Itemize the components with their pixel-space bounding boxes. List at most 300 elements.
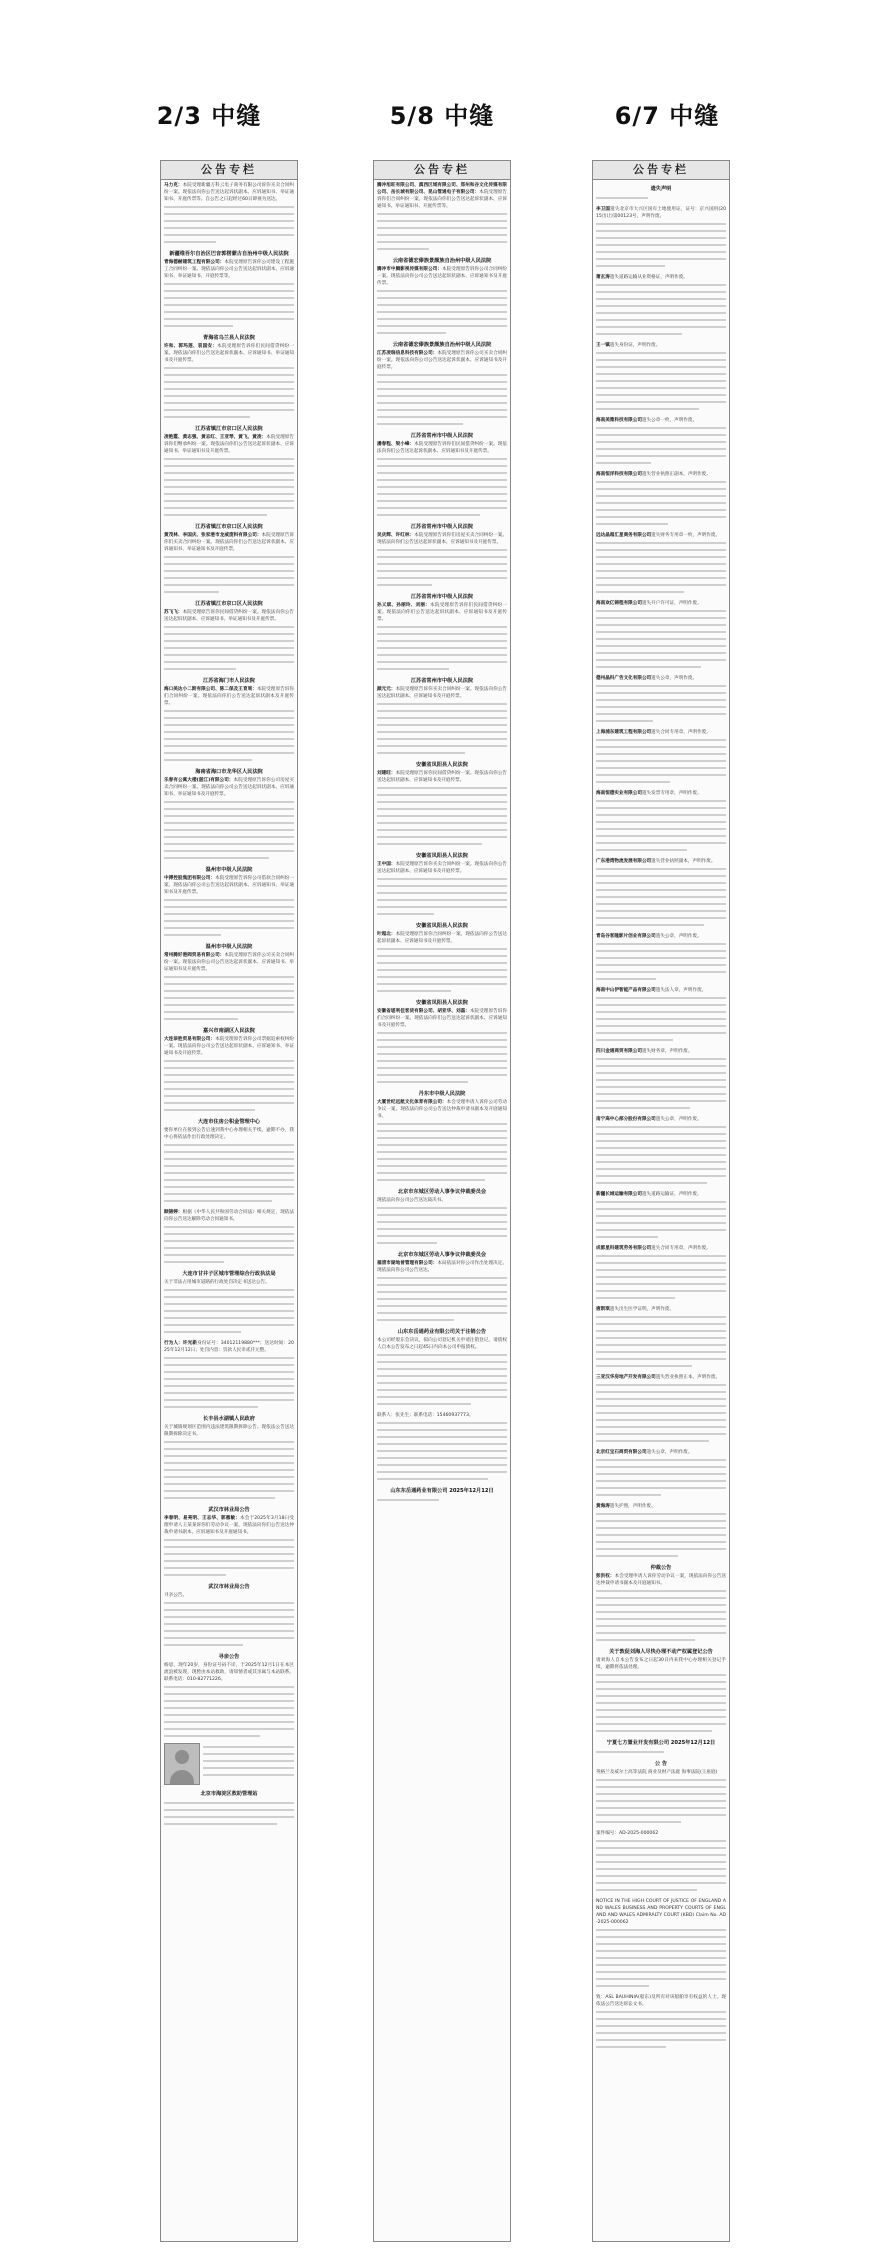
notice-title: 公 告 (654, 1761, 668, 1767)
notice-title: 江苏省常州市中级人民法院 (410, 678, 474, 684)
text-line-placeholder (164, 1361, 294, 1368)
notice-item (164, 250, 294, 329)
notice-item (377, 922, 507, 994)
text-line-placeholder (596, 1587, 726, 1594)
text-line-placeholder (596, 614, 726, 621)
text-line-placeholder (596, 1151, 726, 1158)
text-line-placeholder (164, 1354, 294, 1361)
notice-title: 安徽省凤阳县人民法院 (416, 1000, 468, 1006)
text-line-placeholder (596, 1036, 673, 1043)
text-line-placeholder (377, 490, 507, 497)
text-line-placeholder (164, 1445, 294, 1452)
text-line-placeholder (164, 553, 294, 560)
text-line-placeholder (164, 1307, 294, 1314)
text-line-placeholder (377, 1475, 488, 1482)
text-line-placeholder (164, 826, 294, 833)
notice-item (164, 768, 294, 861)
text-line-placeholder (164, 1057, 294, 1064)
text-line-placeholder (164, 1459, 294, 1466)
text-line-placeholder (596, 621, 726, 628)
text-line-placeholder (596, 1233, 658, 1240)
text-line-placeholder (164, 847, 294, 854)
notice-title: 云南省德宏傣族景颇族自治州中级人民法院 (392, 258, 492, 264)
notice-body: 遗失合同专用章，声明作废。 (651, 730, 711, 735)
notice-item (377, 257, 507, 336)
notice-text (596, 471, 726, 478)
text-line-placeholder (596, 1484, 726, 1491)
text-line-placeholder (164, 1169, 294, 1176)
text-line-placeholder (596, 377, 726, 384)
notice-item (377, 1487, 507, 1503)
text-line-placeholder (164, 623, 294, 630)
notice-text (596, 858, 726, 865)
text-line-placeholder (596, 1844, 726, 1851)
text-line-placeholder (377, 805, 507, 812)
text-line-placeholder (596, 1097, 726, 1104)
notice-title: 寻亲公告 (218, 1654, 240, 1660)
text-line-placeholder (164, 1368, 294, 1375)
text-line-placeholder (164, 1711, 294, 1718)
notice-body: 本院受理原告诉你公司合同纠纷一案。现依法向你公司公告送达起诉状副本、应诉通知书及开庭传票。 (377, 267, 507, 286)
text-line-placeholder (596, 2036, 726, 2043)
notice-item (164, 425, 294, 518)
text-line-placeholder (596, 384, 726, 391)
text-line-placeholder (377, 329, 446, 336)
text-line-placeholder (596, 255, 726, 262)
text-line-placeholder (164, 1071, 294, 1078)
notice-item (596, 675, 726, 724)
text-line-placeholder (164, 980, 294, 987)
text-line-placeholder (377, 1036, 507, 1043)
text-line-placeholder (596, 771, 726, 778)
text-line-placeholder (596, 879, 726, 886)
text-line-placeholder (377, 637, 507, 644)
text-line-placeholder (596, 1172, 726, 1179)
notice-addressee: 中搏控股集团有限公司： (164, 876, 216, 881)
text-line-placeholder (377, 504, 507, 511)
text-line-placeholder (377, 1148, 507, 1155)
text-line-placeholder (164, 1473, 294, 1480)
text-line-placeholder (596, 1069, 726, 1076)
text-line-placeholder (377, 791, 507, 798)
notice-item (377, 852, 507, 917)
text-line-placeholder (377, 1426, 507, 1433)
fold-label-2: 5/8 中缝 (389, 102, 495, 130)
notice-body: 联系人：张先生；联系电话：15460937773。 (377, 1413, 474, 1418)
text-line-placeholder (596, 947, 726, 954)
text-line-placeholder (596, 288, 726, 295)
notice-item (164, 334, 294, 420)
text-line-placeholder (596, 1886, 697, 1893)
notice-item (596, 1245, 726, 1301)
text-line-placeholder (377, 378, 507, 385)
text-line-placeholder (164, 714, 294, 721)
text-line-placeholder (377, 1440, 507, 1447)
text-line-placeholder (377, 875, 507, 882)
text-line-placeholder (596, 241, 726, 248)
notice-text (596, 1048, 726, 1055)
text-line-placeholder (164, 1162, 294, 1169)
notice-body: 本院受理原告诉你们合同纠纷一案。现依法向你们公告送达起诉状副本、应诉通知书及开庭传票。 (377, 1009, 507, 1028)
notice-text (596, 342, 726, 349)
notice-addressee: 颜元元： (377, 687, 396, 692)
notice-text (377, 686, 507, 700)
text-line-placeholder (596, 1015, 726, 1022)
notice-body: 本院受理原告诉你们民间借贷纠纷一案。现依法向你们公告送达起诉状副本、应诉通知书、举证通知书及开庭传票。 (164, 344, 294, 363)
text-line-placeholder (377, 392, 507, 399)
notice-body: 本院受理原告诉你买卖合同纠纷一案。现依法向你公告送达起诉状副本、应诉通知书及开庭传票。 (377, 687, 507, 699)
text-line-placeholder (377, 959, 507, 966)
notice-addressee: 王一镇 (596, 343, 610, 348)
text-line-placeholder (377, 1218, 507, 1225)
text-line-placeholder (164, 1606, 294, 1613)
notice-title: 山东东岳通药业有限公司关于注销公告 (397, 1329, 487, 1335)
notice-item (596, 1191, 726, 1240)
text-line-placeholder (164, 490, 294, 497)
notice-title: 新疆维吾尔自治区巴音郭楞蒙古自治州中级人民法院 (169, 251, 289, 257)
notice-column-1 (160, 160, 298, 2242)
notice-item (596, 1503, 726, 1559)
text-line-placeholder (596, 234, 726, 241)
notice-title: 北京市东城区劳动人事争议仲裁委员会 (397, 1252, 487, 1258)
text-line-placeholder (164, 560, 294, 567)
fold-label-3: 6/7 中缝 (614, 102, 720, 130)
notice-text (164, 343, 294, 364)
text-line-placeholder (164, 1293, 294, 1300)
text-line-placeholder (164, 1480, 294, 1487)
notice-body: 本院受理原告诉你们继承纠纷一案。现依法向你们公告送达起诉状副本、应诉通知书、举证通知书及开庭传票。 (164, 435, 294, 454)
text-line-placeholder (377, 322, 507, 329)
notice-title: 北京市海淀区救助管理站 (200, 1791, 258, 1797)
text-line-placeholder (164, 1697, 294, 1704)
text-line-placeholder (377, 511, 480, 518)
text-line-placeholder (164, 588, 219, 595)
text-line-placeholder (377, 1302, 507, 1309)
text-line-placeholder (596, 1818, 681, 1825)
notice-item (164, 1270, 294, 1335)
text-line-placeholder (377, 1071, 507, 1078)
text-line-placeholder (164, 1813, 294, 1820)
text-line-placeholder (596, 1313, 726, 1320)
text-line-placeholder (377, 1386, 507, 1393)
notice-addressee: 江苏凌瑞信息科技有限公司： (377, 351, 438, 356)
notice-addressee: 刘建旺： (377, 771, 396, 776)
notice-item (377, 1090, 507, 1183)
text-line-placeholder (377, 287, 507, 294)
notice-addressee: 孙义斌、孙丽玲、刘丽： (377, 603, 431, 608)
text-line-placeholder (596, 1008, 726, 1015)
text-line-placeholder (596, 743, 726, 750)
text-line-placeholder (596, 1090, 726, 1097)
text-line-placeholder (164, 1683, 294, 1690)
notice-body: 本院受理原告诉你合同纠纷一案。现依法向你公告送达起诉状副本、应诉通知书及开庭传票。 (377, 932, 507, 944)
text-line-placeholder (164, 1064, 294, 1071)
notice-body: 本会受理申请人诉你劳动争议一案，现依法向你公告送达仲裁申请书副本及开庭通知书。 (596, 1574, 726, 1586)
text-line-placeholder (164, 1015, 238, 1022)
text-line-placeholder (377, 903, 507, 910)
text-line-placeholder (164, 1634, 294, 1641)
text-line-placeholder (164, 1438, 294, 1445)
text-line-placeholder (164, 1494, 275, 1501)
notice-text (596, 987, 726, 994)
notice-text (596, 1994, 726, 2008)
text-line-placeholder (596, 975, 656, 982)
text-line-placeholder (596, 553, 726, 560)
text-line-placeholder (596, 907, 726, 914)
notice-body: 本院受理原告诉你公司买卖合同纠纷一案。现依法向你公司公告送达起诉状副本、应诉通知书、举证通知书及开庭传票。 (164, 953, 294, 972)
text-line-placeholder (377, 1141, 507, 1148)
text-line-placeholder (377, 1050, 507, 1057)
notice-text (377, 441, 507, 455)
text-line-placeholder (164, 1099, 294, 1106)
text-line-placeholder (164, 1148, 294, 1155)
text-line-placeholder (596, 1926, 726, 1933)
text-line-placeholder (377, 1120, 507, 1127)
text-line-placeholder (377, 1281, 507, 1288)
notice-text (596, 1898, 726, 1926)
notice-item (596, 858, 726, 928)
notice-body: 身份证号：34012119880***；送达时间：2025年12月12日；处罚内容：罚款人民币贰仟元整。 (164, 1341, 294, 1353)
text-line-placeholder (164, 378, 294, 385)
text-line-placeholder (377, 553, 507, 560)
notice-addressee: 唐斯琪 (596, 1307, 610, 1312)
text-line-placeholder (164, 476, 294, 483)
text-line-placeholder (164, 581, 294, 588)
text-line-placeholder (596, 1685, 726, 1692)
text-line-placeholder (164, 1806, 294, 1813)
notice-body: 寻亲公告。 (164, 1593, 187, 1598)
text-line-placeholder (377, 1309, 507, 1316)
notice-body: 要你单位在接到公告后速到我中心办理相关手续。逾期不办，我中心将依法作出行政处理决定。 (164, 1128, 294, 1140)
text-line-placeholder (377, 315, 507, 322)
text-line-placeholder (377, 1232, 507, 1239)
notice-title: 江苏省海门市人民法院 (203, 678, 255, 684)
notice-text (596, 1116, 726, 1123)
notice-title: 云南省德宏傣族景颇族自治州中级人民法院 (392, 342, 492, 348)
text-line-placeholder (596, 832, 726, 839)
text-line-placeholder (164, 665, 236, 672)
notice-addressee: 王中国： (377, 862, 396, 867)
notice-item (377, 999, 507, 1085)
text-line-placeholder (164, 812, 294, 819)
notice-title: 江苏省镇江市京口区人民法院 (195, 426, 263, 432)
notice-text (596, 1503, 726, 1510)
notice-body: 遗失财务专用章一枚，声明作废。 (651, 533, 721, 538)
text-line-placeholder (596, 445, 726, 452)
text-line-placeholder (164, 574, 294, 581)
notice-item (164, 943, 294, 1022)
column-header: 公告专栏 (593, 161, 729, 180)
notice-addressee: 广东港湾物流发展有限公司 (596, 859, 652, 864)
notice-addressee: 南宁高中心部分股份有限公司 (596, 1117, 656, 1122)
notice-body: 本院受理新疆万科云电子商务有限公司诉你买卖合同纠纷一案。现依法向你公告送达起诉状副本、应诉通知书、举证通知书、开庭传票等。自公告之日起经过60日即视为送达。 (164, 183, 294, 202)
text-line-placeholder (164, 644, 294, 651)
text-line-placeholder (596, 893, 726, 900)
text-line-placeholder (164, 315, 294, 322)
text-line-placeholder (164, 973, 294, 980)
text-line-placeholder (164, 924, 294, 931)
text-line-placeholder (596, 1083, 726, 1090)
text-line-placeholder (164, 1223, 294, 1230)
text-line-placeholder (164, 637, 294, 644)
text-line-placeholder (596, 1001, 726, 1008)
text-line-placeholder (377, 1064, 507, 1071)
notice-text (596, 1449, 726, 1456)
text-line-placeholder (596, 1320, 726, 1327)
text-line-placeholder (596, 1355, 726, 1362)
text-line-placeholder (377, 469, 507, 476)
text-line-placeholder (596, 1416, 726, 1423)
text-line-placeholder (164, 462, 294, 469)
text-line-placeholder (164, 742, 294, 749)
notice-title: 山东东岳通药业有限公司 2025年12月12日 (390, 1488, 494, 1494)
notice-body: 杨思，现年20岁，身份证号码不详，于2025年12月1日在本区流浪被发现，现暂由本站救助，请知情者或其亲属与本站联系。联系电话：010-82771226。 (164, 1663, 294, 1682)
text-line-placeholder (164, 854, 269, 861)
text-line-placeholder (377, 819, 507, 826)
text-line-placeholder (164, 1403, 258, 1410)
notice-addressee: 苏飞飞： (164, 610, 183, 615)
notice-body: 遗失护照，声明作废。 (609, 1504, 656, 1509)
text-line-placeholder (596, 1720, 726, 1727)
text-line-placeholder (596, 1510, 726, 1517)
notice-item (596, 471, 726, 527)
text-line-placeholder (377, 1351, 507, 1358)
text-line-placeholder (164, 1286, 294, 1293)
text-line-placeholder (164, 1725, 294, 1732)
notice-body: 本院受理原告诉你公司借款合同纠纷一案。现依法向你公司公告送达起诉状副本、应诉通知书、举证通知书及开庭传票。 (164, 876, 294, 895)
text-line-placeholder (164, 203, 294, 210)
notice-item (596, 1898, 726, 1989)
notice-title: 江苏省常州市中级人民法院 (410, 433, 474, 439)
notice-item (164, 182, 294, 245)
notice-title: 温州市中级人民法院 (205, 944, 253, 950)
text-line-placeholder (596, 1933, 726, 1940)
text-line-placeholder (164, 1487, 294, 1494)
notice-item (164, 1340, 294, 1410)
text-line-placeholder (596, 1055, 726, 1062)
column-header: 公告专栏 (374, 161, 510, 180)
person-photo (164, 1743, 200, 1785)
notice-title: 大连市住房公积金管理中心 (197, 1119, 261, 1125)
notice-text (377, 350, 507, 371)
notice-item (596, 790, 726, 853)
text-line-placeholder (596, 539, 726, 546)
text-line-placeholder (164, 1197, 272, 1204)
notice-title: 丹东市中级人民法院 (418, 1091, 466, 1097)
text-line-placeholder (596, 349, 726, 356)
text-line-placeholder (596, 1198, 726, 1205)
text-line-placeholder (164, 651, 294, 658)
text-line-placeholder (596, 1212, 726, 1219)
text-line-placeholder (203, 1771, 294, 1778)
notice-text (596, 1191, 726, 1198)
text-line-placeholder (596, 1879, 726, 1886)
notice-body: 遗失北京市大兴区国有土地使用证，证号：京兴国用(2015出让)第00123号，声明作废。 (596, 207, 726, 219)
text-line-placeholder (596, 1671, 726, 1678)
notice-text (596, 675, 726, 682)
notice-addressee: 凌艳霞、黄志强、黄志红、王亚琴、黄飞、黄凌： (164, 435, 267, 440)
text-line-placeholder (377, 1419, 507, 1426)
text-line-placeholder (164, 1820, 277, 1827)
text-line-placeholder (377, 1447, 507, 1454)
text-line-placeholder (377, 1057, 507, 1064)
notice-addressee: 马力克： (164, 183, 183, 188)
text-line-placeholder (596, 628, 726, 635)
text-line-placeholder (164, 833, 294, 840)
text-line-placeholder (164, 364, 294, 371)
text-line-placeholder (164, 469, 294, 476)
text-line-placeholder (596, 1713, 726, 1720)
notice-addressee: 海口美达小二斯有限公司、陈二保及王育周： (164, 687, 257, 692)
notice-item (596, 1048, 726, 1111)
text-line-placeholder (377, 952, 507, 959)
text-line-placeholder (596, 316, 726, 323)
notice-text (164, 182, 294, 203)
text-line-placeholder (596, 1545, 726, 1552)
notice-title: 仲裁公告 (650, 1565, 672, 1571)
text-line-placeholder (164, 294, 294, 301)
text-line-placeholder (377, 798, 507, 805)
text-line-placeholder (203, 1750, 294, 1757)
text-line-placeholder (596, 506, 726, 513)
text-line-placeholder (596, 1961, 726, 1968)
notice-item (596, 933, 726, 982)
notice-body: 现依法向你公司公告送达裁决书。 (377, 1198, 446, 1203)
text-line-placeholder (596, 1362, 692, 1369)
notice-body: 本院受理原告诉你们房屋买卖合同纠纷一案。现依法向你们公告送达起诉状副本、应诉通知书及开庭传票。 (377, 533, 507, 545)
text-line-placeholder (377, 574, 507, 581)
text-line-placeholder (377, 896, 507, 903)
text-line-placeholder (377, 455, 507, 462)
text-line-placeholder (164, 1141, 294, 1148)
text-line-placeholder (203, 1764, 294, 1771)
notice-addressee: 吴庆辉、许红林： (377, 533, 415, 538)
text-line-placeholder (377, 1176, 485, 1183)
notice-text (164, 1662, 294, 1683)
notice-addressee: 李卫国 (596, 207, 611, 212)
notice-item (596, 342, 726, 412)
column-header: 公告专栏 (161, 161, 297, 180)
notice-title: 安徽省凤阳县人民法院 (416, 762, 468, 768)
photo-block (164, 1743, 294, 1785)
notice-text (164, 532, 294, 553)
text-line-placeholder (164, 1466, 294, 1473)
text-line-placeholder (164, 511, 267, 518)
text-line-placeholder (164, 707, 294, 714)
text-line-placeholder (596, 1790, 726, 1797)
text-line-placeholder (377, 1274, 507, 1281)
notice-body: 本院受理原告诉你们合同纠纷一案。现依法向你们公告送达起诉状副本、应诉通知书、举证通知书、开庭传票等。 (377, 190, 507, 209)
text-line-placeholder (377, 1295, 507, 1302)
text-line-placeholder (596, 330, 682, 337)
notice-item (164, 523, 294, 595)
text-line-placeholder (596, 1872, 726, 1879)
text-line-placeholder (377, 1239, 437, 1246)
notice-item (596, 1116, 726, 1186)
notice-text (377, 266, 507, 287)
notice-text (164, 259, 294, 280)
text-line-placeholder (164, 1375, 294, 1382)
text-line-placeholder (377, 1379, 507, 1386)
notice-addressee: 四川金通商贸有限公司 (596, 1049, 642, 1054)
text-line-placeholder (596, 1954, 726, 1961)
text-line-placeholder (377, 224, 507, 231)
notice-title: 大连市甘井子区城市管理综合行政执法局 (182, 1271, 276, 1277)
notice-text (377, 1008, 507, 1029)
text-line-placeholder (596, 1409, 726, 1416)
text-line-placeholder (164, 1230, 294, 1237)
notice-addressee: 海南恒洋科技有限公司 (596, 472, 642, 477)
